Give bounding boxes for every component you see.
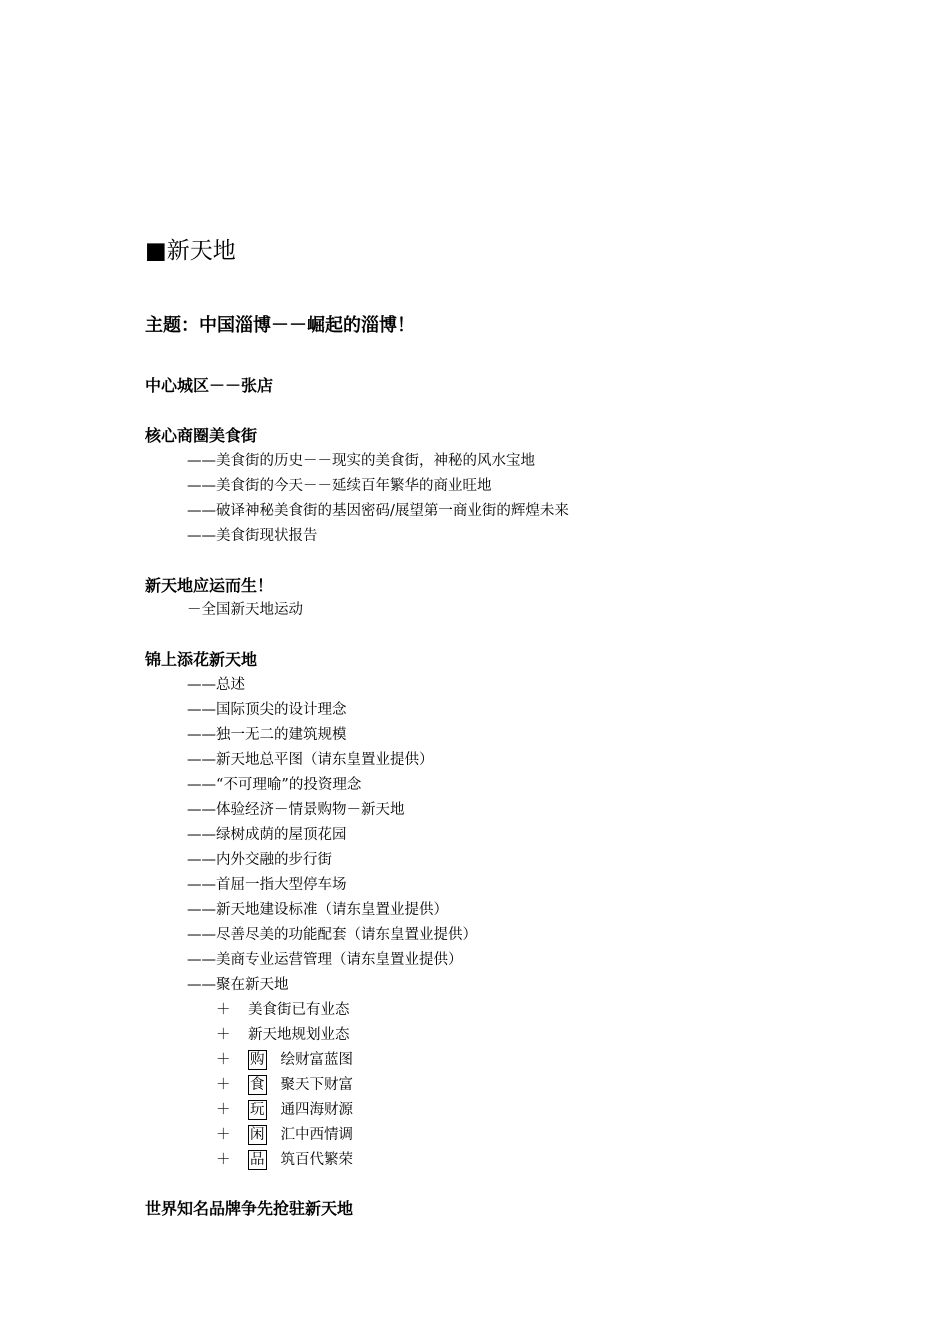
plus-bullet: ＋ (216, 1127, 231, 1143)
theme-heading: 主题：中国淄博－－崛起的淄博！ (145, 315, 415, 336)
boxed-character: 品 (250, 1152, 265, 1168)
sub-list-item (216, 999, 350, 1021)
list-item: ——新天地总平图（请东皇置业提供） (187, 752, 434, 768)
list-item: ——内外交融的步行街 (187, 852, 332, 868)
section-heading-center-district: 中心城区－－张店 (145, 376, 274, 395)
boxed-character: 购 (250, 1052, 265, 1068)
sub-list-item (216, 1099, 353, 1121)
sub-item-text: 聚天下财富 (280, 1077, 353, 1093)
boxed-character: 闲 (250, 1127, 265, 1143)
list-item: ——美食街的历史－－现实的美食街，神秘的风水宝地 (187, 453, 535, 469)
list-item: ——绿树成荫的屋顶花园 (187, 827, 347, 843)
boxed-character: 食 (250, 1077, 265, 1093)
list-item: ——美食街现状报告 (187, 528, 318, 544)
plus-bullet: ＋ (216, 1152, 231, 1168)
list-item: ——首屈一指大型停车场 (187, 877, 347, 893)
list-item: －全国新天地运动 (187, 602, 303, 618)
sub-list-item (216, 1074, 353, 1096)
section-heading-new-world: 锦上添花新天地 (145, 650, 258, 669)
plus-bullet: ＋ (216, 1077, 231, 1093)
sub-list-item (216, 1049, 353, 1071)
list-item: ——聚在新天地 (187, 977, 289, 993)
sub-item-text: 汇中西情调 (280, 1127, 353, 1143)
sub-item-text: 通四海财源 (280, 1102, 353, 1118)
list-item: ——体验经济－情景购物－新天地 (187, 802, 405, 818)
list-item: ——独一无二的建筑规模 (187, 727, 347, 743)
list-item: ——破译神秘美食街的基因密码/展望第一商业街的辉煌未来 (187, 503, 569, 519)
plus-bullet: ＋ (216, 1102, 231, 1118)
section-heading-food-street: 核心商圈美食街 (145, 426, 258, 445)
sub-item-text: 新天地规划业态 (248, 1027, 350, 1043)
sub-list-item (216, 1024, 350, 1046)
page-title: ■新天地 (145, 238, 236, 264)
sub-list-item (216, 1149, 353, 1171)
sub-item-text: 筑百代繁荣 (280, 1152, 353, 1168)
boxed-character: 玩 (250, 1102, 265, 1118)
list-item: ——美食街的今天－－延续百年繁华的商业旺地 (187, 478, 492, 494)
list-item: ——总述 (187, 677, 245, 693)
list-item: ——新天地建设标准（请东皇置业提供） (187, 902, 448, 918)
sub-list-item (216, 1124, 353, 1146)
plus-bullet: ＋ (216, 1027, 231, 1043)
plus-bullet: ＋ (216, 1052, 231, 1068)
list-item: ——“不可理喻”的投资理念 (187, 777, 362, 793)
section-heading-brands: 世界知名品牌争先抢驻新天地 (145, 1199, 354, 1218)
sub-item-text: 美食街已有业态 (248, 1002, 350, 1018)
list-item: ——尽善尽美的功能配套（请东皇置业提供） (187, 927, 477, 943)
section-heading-emergence: 新天地应运而生！ (145, 576, 274, 595)
list-item: ——国际顶尖的设计理念 (187, 702, 347, 718)
list-item: ——美商专业运营管理（请东皇置业提供） (187, 952, 463, 968)
sub-item-text: 绘财富蓝图 (280, 1052, 353, 1068)
plus-bullet: ＋ (216, 1002, 231, 1018)
